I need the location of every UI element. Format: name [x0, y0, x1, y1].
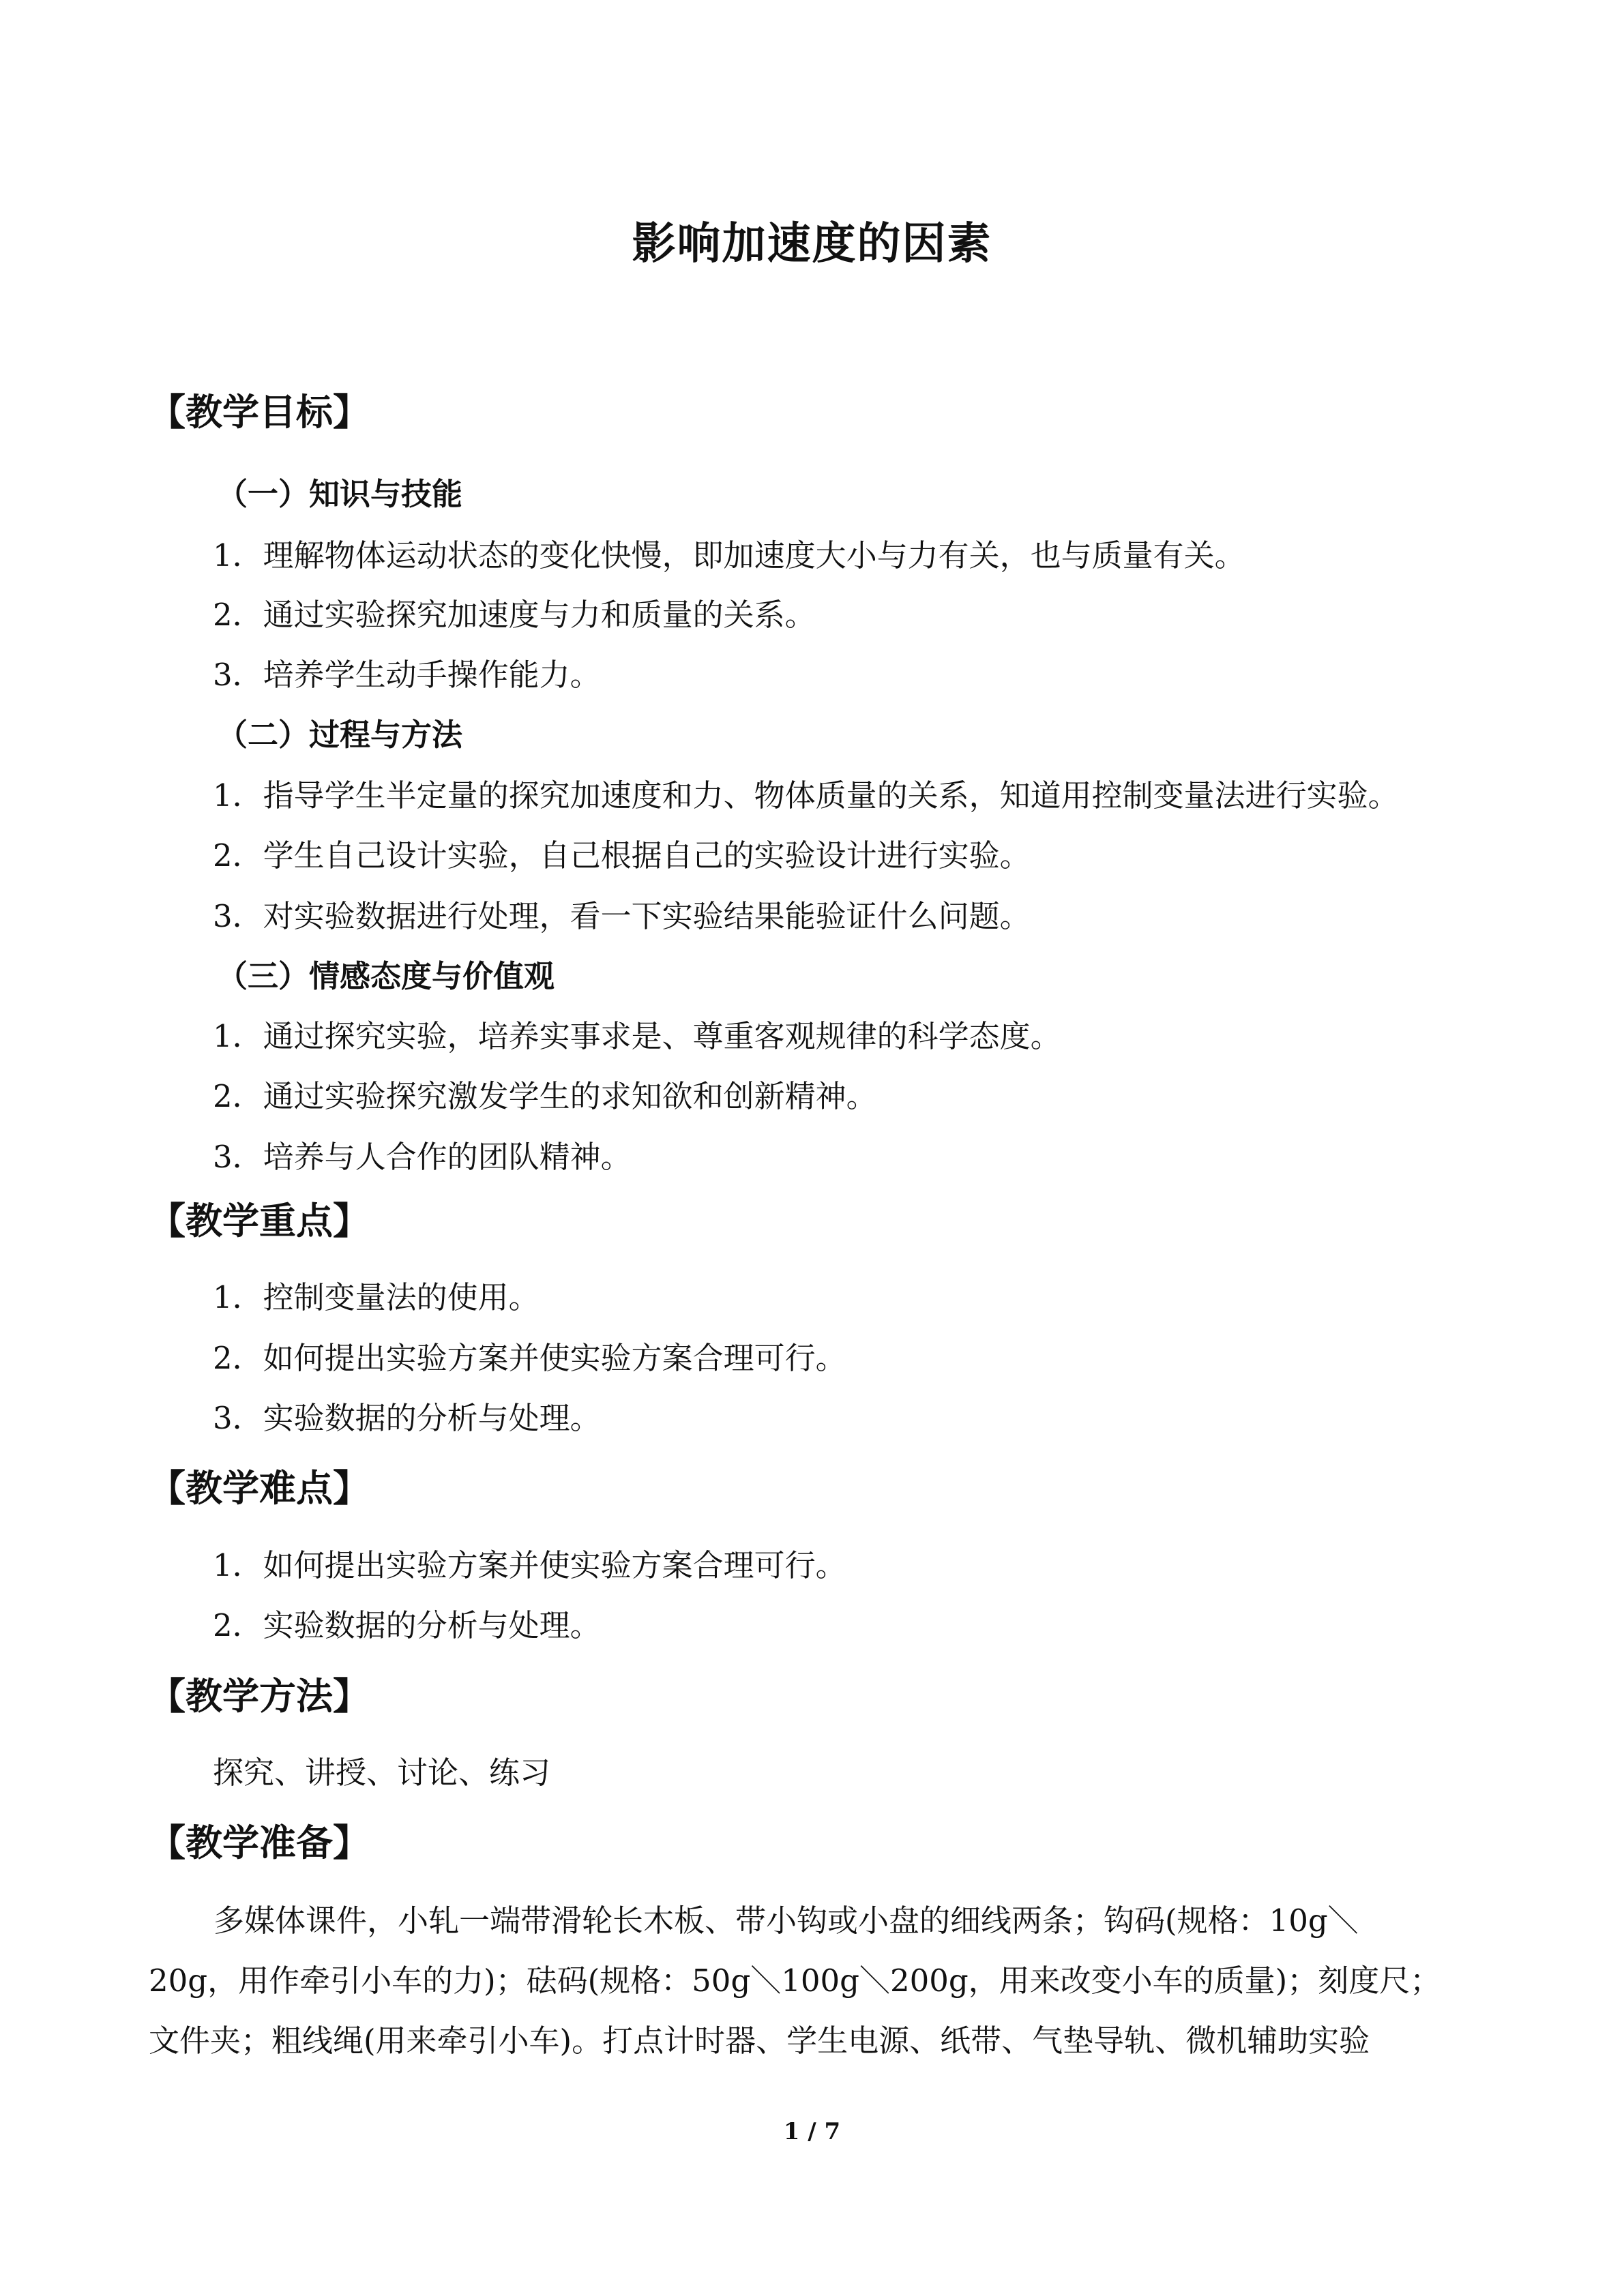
list-item: 2．如何提出实验方案并使实验方案合理可行。 [213, 1340, 846, 1376]
section-heading-methods: 【教学方法】 [149, 1675, 370, 1718]
list-item: 3．实验数据的分析与处理。 [213, 1400, 601, 1436]
list-item: 1．指导学生半定量的探究加速度和力、物体质量的关系，知道用控制变量法进行实验。 [213, 777, 1399, 814]
list-item: 2．通过实验探究加速度与力和质量的关系。 [213, 597, 816, 633]
subheading-knowledge-skills: （一）知识与技能 [217, 476, 463, 512]
section-heading-difficulties: 【教学难点】 [149, 1467, 370, 1510]
section-heading-goals: 【教学目标】 [149, 391, 370, 434]
list-item: 1．如何提出实验方案并使实验方案合理可行。 [213, 1547, 846, 1583]
section-heading-preparation: 【教学准备】 [149, 1821, 370, 1864]
section-heading-key-points: 【教学重点】 [149, 1199, 370, 1242]
preparation-line: 20g，用作牵引小车的力)；砝码(规格：50g＼100g＼200g，用来改变小车的质量)；刻度尺； [149, 1963, 1441, 1999]
list-item: 2．通过实验探究激发学生的求知欲和创新精神。 [213, 1078, 877, 1114]
preparation-line: 多媒体课件，小轧一端带滑轮长木板、带小钩或小盘的细线两条；钩码(规格：10g＼ [213, 1903, 1359, 1939]
subheading-attitude-values: （三）情感态度与价值观 [217, 958, 555, 994]
list-item: 1．理解物体运动状态的变化快慢，即加速度大小与力有关，也与质量有关。 [213, 537, 1245, 573]
subheading-process-method: （二）过程与方法 [217, 717, 463, 753]
methods-text: 探究、讲授、讨论、练习 [213, 1755, 551, 1791]
list-item: 3．培养与人合作的团队精神。 [213, 1139, 632, 1175]
preparation-line: 文件夹；粗线绳(用来牵引小车)。打点计时器、学生电源、纸带、气垫导轨、微机辅助实验 [149, 2023, 1370, 2059]
list-item: 1．通过探究实验，培养实事求是、尊重客观规律的科学态度。 [213, 1018, 1061, 1054]
document-title: 影响加速度的因素 [632, 219, 992, 269]
list-item: 2．学生自己设计实验，自己根据自己的实验设计进行实验。 [213, 837, 1031, 874]
list-item: 2．实验数据的分析与处理。 [213, 1607, 601, 1643]
list-item: 3．对实验数据进行处理，看一下实验结果能验证什么问题。 [213, 898, 1031, 934]
page-indicator: 1 / 7 [783, 2118, 841, 2145]
list-item: 3．培养学生动手操作能力。 [213, 657, 601, 693]
list-item: 1．控制变量法的使用。 [213, 1279, 540, 1315]
